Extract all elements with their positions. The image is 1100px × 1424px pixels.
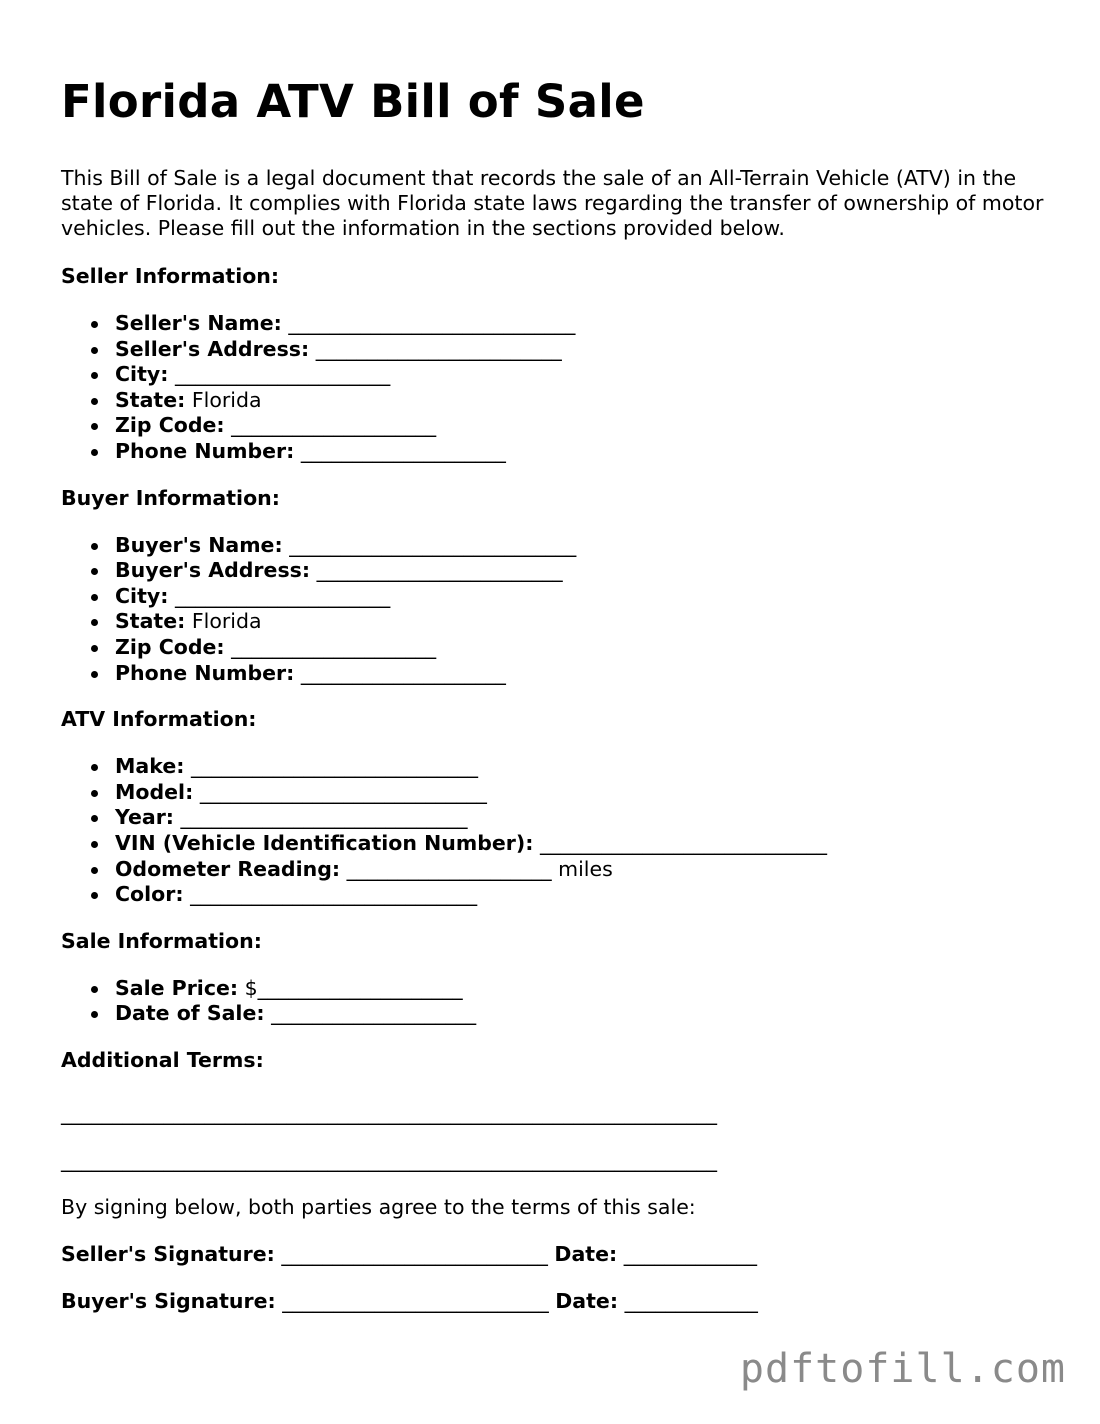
sale-price-field[interactable] [115,976,1051,1002]
buyer-phone-field[interactable] [115,661,1051,687]
intro-paragraph: This Bill of Sale is a legal document that records the sale of an All-Terrain Vehicle (ATV) in the state of Florida. It complies with Florida state laws regarding the transfer of ownership of motor vehicles. Please fill out the information in the sections provided below. [61,166,1044,240]
field-label: Buyer's Address: [115,558,311,583]
field-label: State: [115,609,186,634]
sale-date-field[interactable] [115,1001,1051,1027]
field-label: Make: [115,754,185,779]
additional-terms-heading: Additional Terms: [61,1047,264,1072]
field-blank[interactable]: ____________________ [231,413,437,438]
page-title: Florida ATV Bill of Sale [61,75,645,128]
field-label: Zip Code: [115,413,225,438]
seller-state-field [115,388,1051,414]
field-blank[interactable]: ____________________________ [288,311,576,335]
sale-field-list [61,976,1051,1027]
field-label: Model: [115,779,194,804]
field-blank[interactable]: ________________________ [315,336,562,361]
field-value: Florida [191,609,262,634]
seller-phone-field[interactable] [115,439,1051,465]
seller-signature-line[interactable]: __________________________ [281,1241,548,1266]
seller-address-field[interactable] [115,337,1051,363]
field-value: Florida [191,387,262,412]
field-label: Buyer's Name: [115,532,283,557]
watermark: pdftofill.com [739,1346,1066,1392]
seller-signature-label: Seller's Signature: [61,1241,275,1266]
sale-section-heading: Sale Information: [61,928,262,953]
atv-year-field[interactable] [115,805,1051,831]
buyer-signature-line[interactable]: __________________________ [282,1288,549,1313]
field-label: Year: [115,805,175,830]
buyer-date-line[interactable]: _____________ [624,1288,758,1313]
field-blank[interactable]: ____________________ [231,634,437,659]
seller-date-line[interactable]: _____________ [623,1241,757,1266]
buyer-section-heading: Buyer Information: [61,485,280,510]
atv-section-heading: ATV Information: [61,707,257,732]
field-blank[interactable]: ____________________________ [540,830,827,855]
field-blank[interactable]: ____________________________ [190,754,478,779]
atv-color-field[interactable] [115,882,1051,908]
buyer-city-field[interactable] [115,584,1051,610]
additional-terms-line-2[interactable]: ________________________________________________________________ [61,1147,717,1172]
field-label: Zip Code: [115,634,225,659]
seller-field-list [61,311,1051,465]
buyer-address-field[interactable] [115,558,1051,584]
agreement-statement: By signing below, both parties agree to the terms of this sale: [61,1194,696,1219]
field-label: Phone Number: [115,438,295,463]
additional-terms-line-1[interactable]: ________________________________________________________________ [61,1100,717,1125]
field-blank[interactable]: ____________________ [300,438,506,463]
atv-make-field[interactable] [115,754,1051,780]
seller-city-field[interactable] [115,362,1051,388]
buyer-date-label: Date: [555,1288,619,1313]
field-blank[interactable]: $____________________ [244,975,463,1000]
document-page [61,72,1051,1314]
buyer-signature-label: Buyer's Signature: [61,1288,276,1313]
field-label: Date of Sale: [115,1001,265,1026]
seller-date-label: Date: [554,1241,618,1266]
field-blank[interactable]: _____________________ [174,362,391,387]
buyer-state-field [115,609,1051,635]
field-blank[interactable]: _____________________ [174,583,391,608]
seller-zip-field[interactable] [115,413,1051,439]
field-blank[interactable]: ____________________________ [180,805,468,830]
field-label: Seller's Address: [115,336,310,361]
buyer-field-list [61,533,1051,687]
buyer-zip-field[interactable] [115,635,1051,661]
field-label: State: [115,387,186,412]
atv-model-field[interactable] [115,780,1051,806]
field-blank[interactable]: ____________________ [300,660,506,685]
field-label: Color: [115,882,184,907]
field-label: Seller's Name: [115,311,282,335]
field-label: City: [115,583,169,608]
atv-field-list [61,754,1051,908]
field-label: Phone Number: [115,660,295,685]
field-label: City: [115,362,169,387]
seller-signature-row [61,1242,1051,1267]
buyer-signature-row [61,1289,1051,1314]
seller-section-heading: Seller Information: [61,264,280,288]
atv-vin-field[interactable] [115,831,1051,857]
field-blank[interactable]: ____________________________ [190,882,478,907]
buyer-name-field[interactable] [115,533,1051,559]
field-blank[interactable]: ____________________ miles [346,856,613,881]
field-label: Odometer Reading: [115,856,341,881]
field-label: Sale Price: [115,975,239,1000]
seller-name-field[interactable] [115,311,1051,337]
field-blank[interactable]: ____________________ [271,1001,477,1026]
field-blank[interactable]: ____________________________ [199,779,487,804]
field-blank[interactable]: ____________________________ [289,532,577,557]
field-blank[interactable]: ________________________ [316,558,563,583]
atv-odometer-field[interactable] [115,857,1051,883]
field-label: VIN (Vehicle Identification Number): [115,830,534,855]
